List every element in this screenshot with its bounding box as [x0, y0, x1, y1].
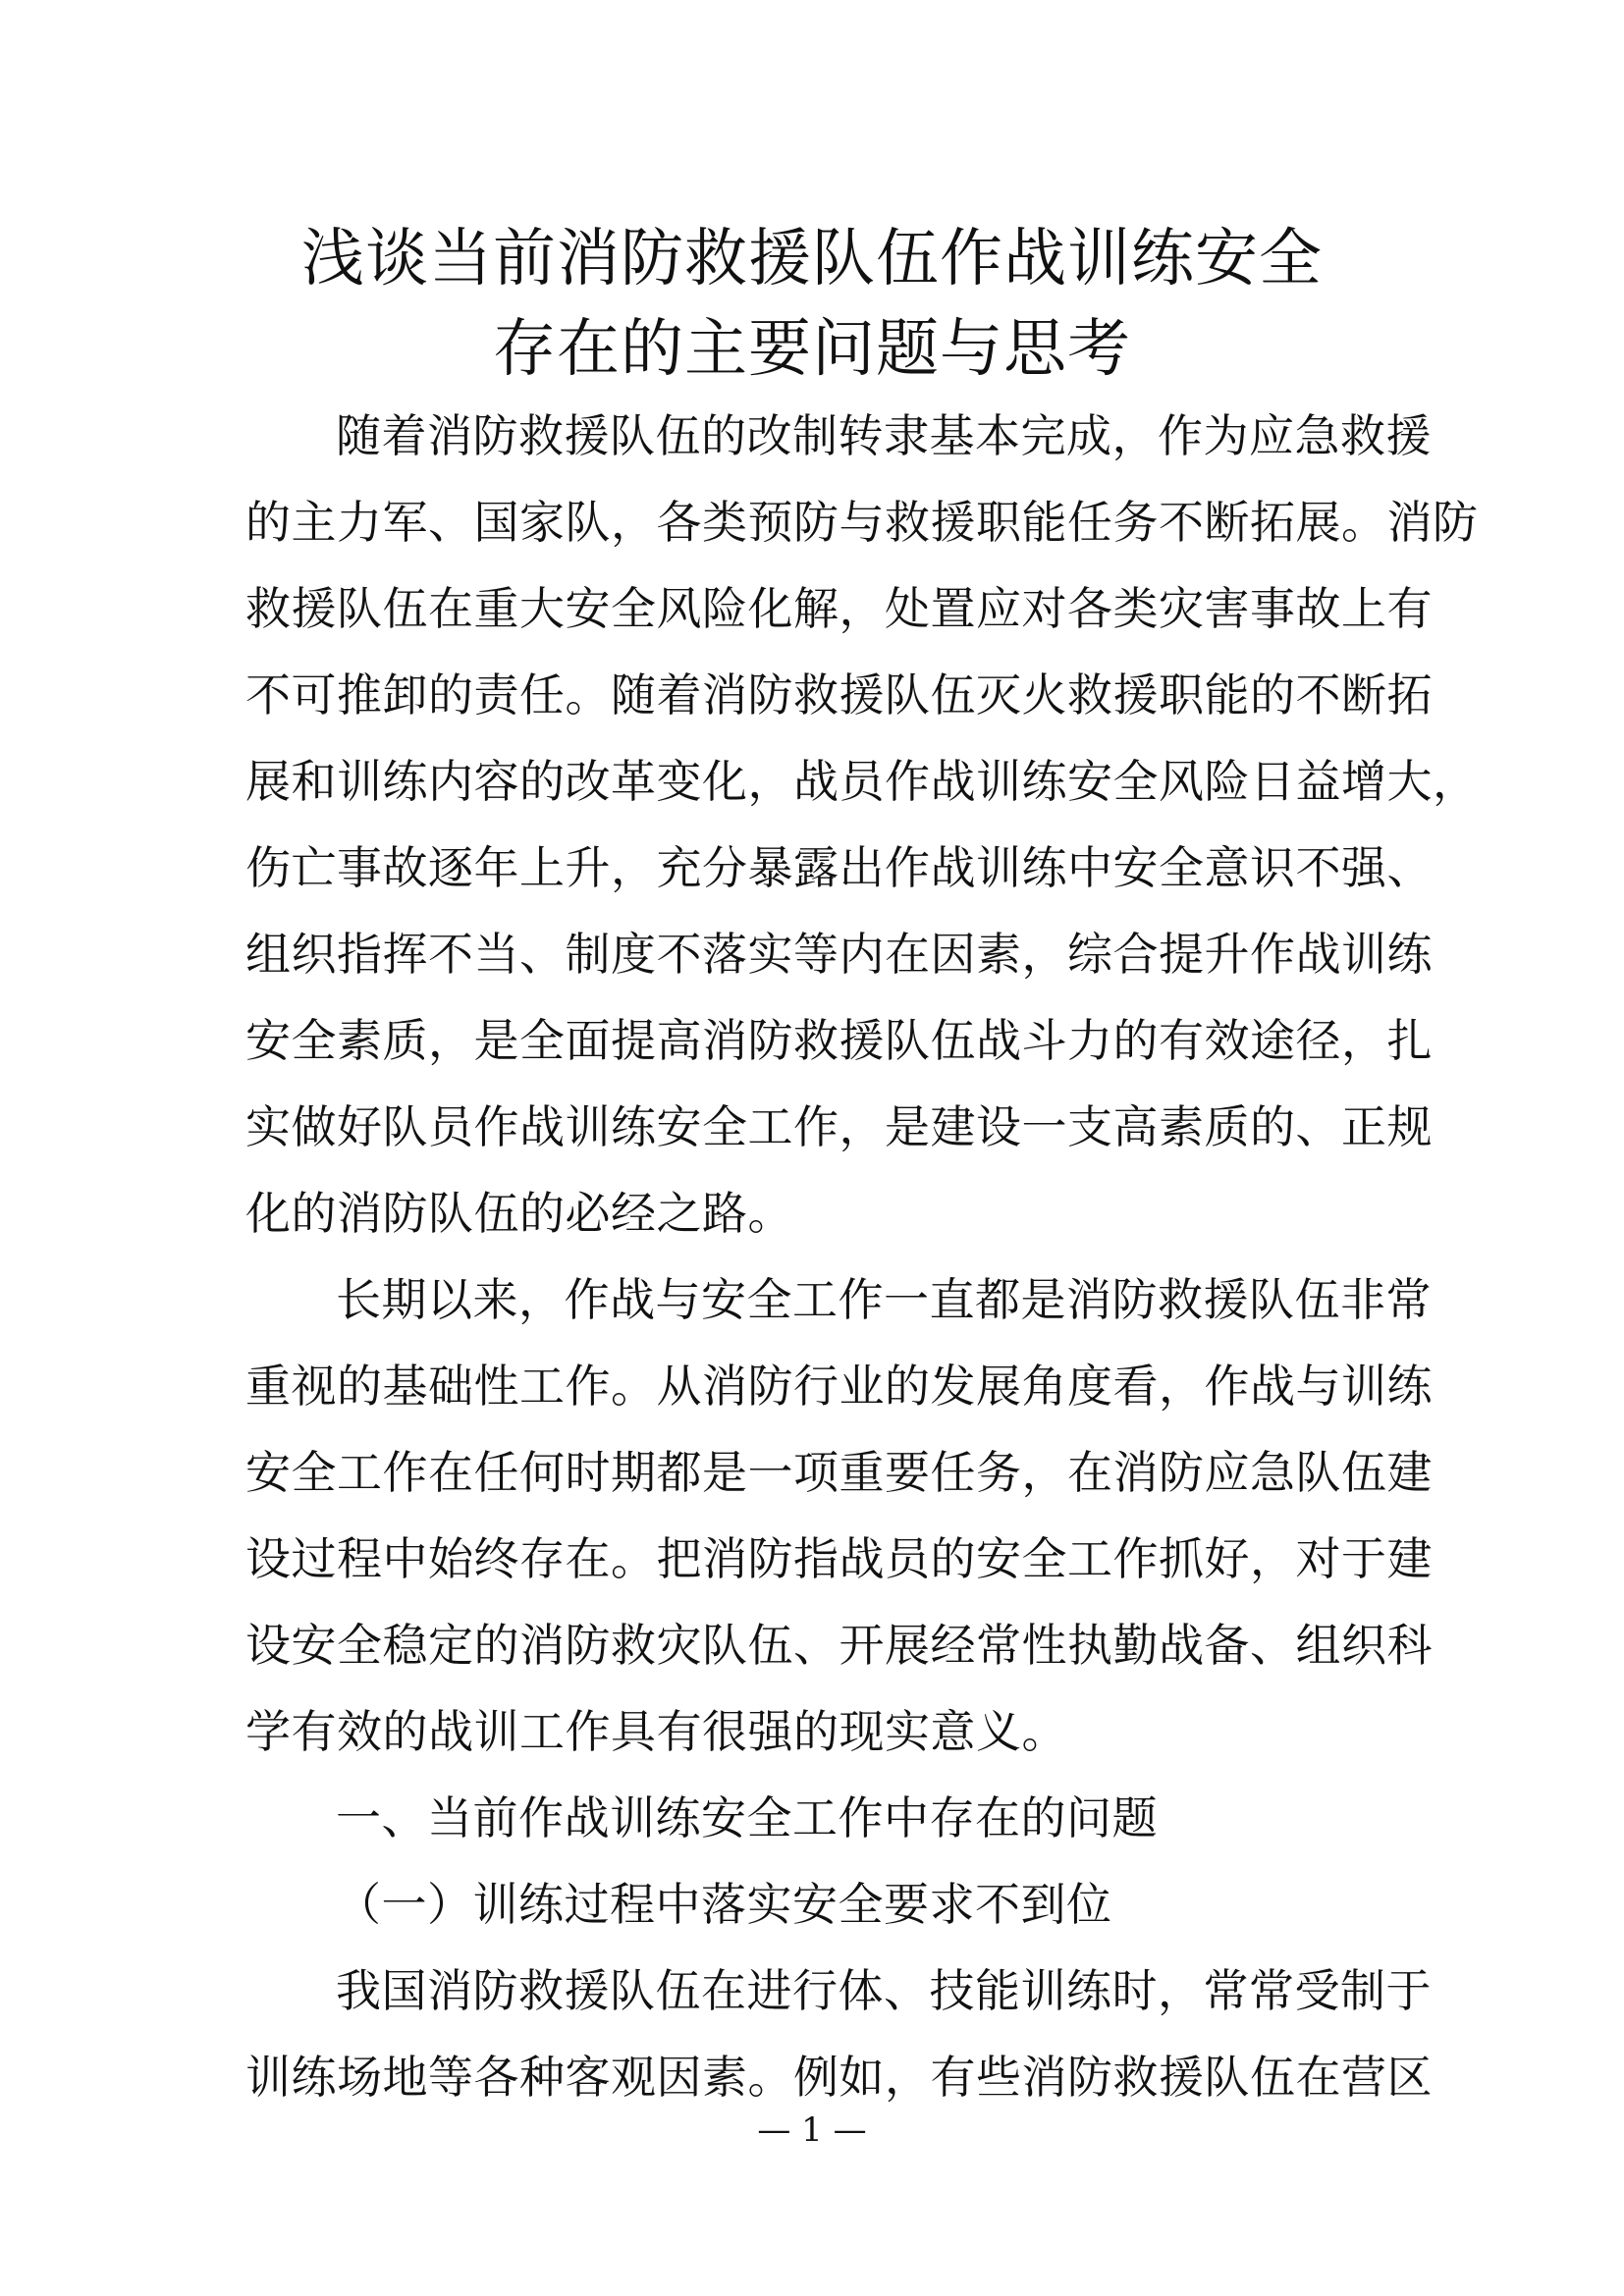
body-line: 设过程中始终存在。把消防指战员的安全工作抓好，对于建: [245, 1532, 1433, 1585]
document-title-line-1: 浅谈当前消防救援队伍作战训练安全: [301, 223, 1323, 295]
body-line: 的主力军、国家队，各类预防与救援职能任务不断拓展。消防: [245, 496, 1479, 549]
body-line: 重视的基础性工作。从消防行业的发展角度看，作战与训练: [245, 1360, 1433, 1413]
body-line: 组织指挥不当、制度不落实等内在因素，综合提升作战训练: [245, 928, 1433, 981]
section-heading: 一、当前作战训练安全工作中存在的问题: [336, 1791, 1158, 1844]
body-line: 训练场地等各种客观因素。例如，有些消防救援队伍在营区: [245, 2051, 1433, 2104]
subsection-heading: （一）训练过程中落实安全要求不到位: [336, 1878, 1112, 1931]
body-line: 实做好队员作战训练安全工作，是建设一支高素质的、正规: [245, 1100, 1433, 1153]
document-title-line-2: 存在的主要问题与思考: [493, 313, 1131, 386]
body-line: 伤亡事故逐年上升，充分暴露出作战训练中安全意识不强、: [245, 841, 1433, 894]
body-line: 展和训练内容的改革变化，战员作战训练安全风险日益增大，: [245, 755, 1479, 808]
document-body: [245, 393, 1479, 2120]
body-line: 设安全稳定的消防救灾队伍、开展经常性执勤战备、组织科: [245, 1619, 1433, 1672]
body-line: 不可推卸的责任。随着消防救援队伍灭火救援职能的不断拓: [245, 668, 1433, 721]
body-line: 我国消防救援队伍在进行体、技能训练时，常常受制于: [336, 1964, 1432, 2017]
body-line: 随着消防救援队伍的改制转隶基本完成，作为应急救援: [336, 409, 1432, 462]
body-line: 救援队伍在重大安全风险化解，处置应对各类灾害事故上有: [245, 582, 1433, 635]
body-line: 化的消防队伍的必经之路。: [245, 1187, 793, 1240]
body-line: 安全工作在任何时期都是一项重要任务，在消防应急队伍建: [245, 1446, 1433, 1499]
page-number: — 1 —: [757, 2110, 867, 2150]
body-line: 学有效的战训工作具有很强的现实意义。: [245, 1705, 1067, 1758]
body-line: 长期以来，作战与安全工作一直都是消防救援队伍非常: [336, 1273, 1432, 1326]
body-line: 安全素质，是全面提高消防救援队伍战斗力的有效途径，扎: [245, 1014, 1433, 1067]
